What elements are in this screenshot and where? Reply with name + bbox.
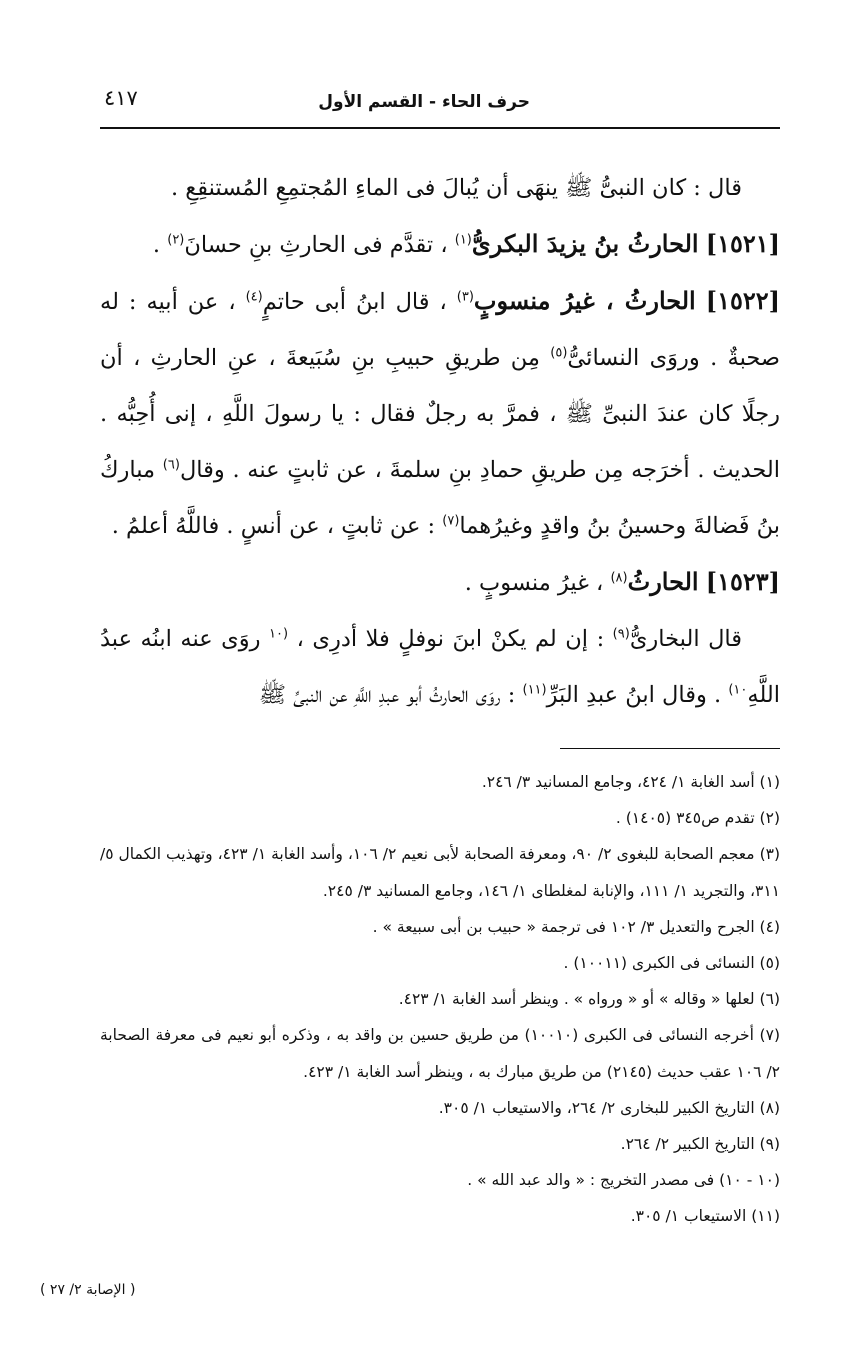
footnote: (٨) التاريخ الكبير للبخارى ٢/ ٢٦٤، والاستيعاب ١/ ٣٠٥. [438, 1098, 780, 1117]
footnote: (١) أسد الغابة ١/ ٤٢٤، وجامع المسانيد ٣/ ٢٤٦. [481, 773, 780, 791]
running-title: حرف الحاء - القسم الأول [318, 92, 530, 112]
footnote-ref: (٥) [550, 345, 568, 361]
footnote-ref: (٤) [245, 289, 263, 305]
entry-text: ، تقدَّم فى الحارثِ بنِ حسانَ [184, 232, 448, 258]
footnote: (٥) النسائى فى الكبرى (١٠٠١١) . [563, 954, 780, 973]
footnote: (٢) تقدم ص٣٤٥ (١٤٠٥) . [615, 809, 780, 828]
footnote-ref: (١٠ [269, 626, 289, 642]
entry-end: . [152, 232, 161, 258]
entry-name: الحارثُ ، غيرُ منسوبٍ [473, 286, 696, 315]
footnote: (٤) الجرح والتعديل ٣/ ١٠٢ فى ترجمة « حبيب بن أبى سبيعة » . [372, 917, 780, 936]
closing-text: قال البخارىُّ [629, 626, 743, 652]
intro-text: قال : كان النبىُّ ﷺ ينهَى أن يُبالَ فى الماءِ المُجتمِعِ المُستنقِعِ . [170, 175, 742, 201]
footnote: (٣) معجم الصحابة للبغوى ٢/ ٩٠، ومعرفة الصحابة لأبى نعيم ٢/ ١٠٦، وأسد الغابة ١/ ٤٢٣، وتهذيب الكمال ٥/ ٣١١، والتجريد ١/ ١١١، والإنابة لمغلطاى ١/ ١٤٦، وجامع المسانيد ٣/ ٢٤٥. [100, 845, 781, 900]
page-number: ٤١٧ [104, 86, 138, 110]
entry-text: ، عن أبيه : له صحبةٌ . وروَى النسائىُّ [100, 289, 781, 371]
footnote-ref: ١٠) [728, 682, 748, 698]
entry-text: : عن ثابتٍ ، عن أنسٍ . فاللَّهُ أعلمُ . [111, 513, 436, 539]
footnote: (١٠ - ١٠) فى مصدر التخريج : « والد عبد الله » . [467, 1171, 780, 1190]
footnote-ref: (١) [454, 232, 472, 248]
entry-name: الحارثُ بنُ يزيدَ البكرىُّ [471, 229, 699, 258]
footnote-ref: (٧) [442, 513, 460, 529]
footnote: (٩) التاريخ الكبير ٢/ ٢٦٤. [620, 1135, 780, 1154]
footnote-ref: (٢) [167, 232, 185, 248]
entry-text: مِن طريقِ حبيبِ بنِ سُبَيعةَ ، عنِ الحارثِ ، أن رجلًا كان عندَ النبىِّ ﷺ ، فمرَّ به رجلٌ فقال : يا رسولَ اللَّهِ ، إنى أُحِبُّه . الحديث . أخرَجه مِن طريقِ حمادِ بنِ سلمةَ ، عن ثابتٍ عنه . وقال [100, 345, 780, 483]
intro-line [100, 160, 780, 216]
entry-text: ، قال ابنُ أبى حاتمٍ [262, 289, 447, 315]
closing-paragraph [100, 611, 780, 723]
footnote: (٦) لعلها « وقاله » أو « ورواه » . وينظر أسد الغابة ١/ ٤٢٣. [398, 990, 780, 1009]
footnotes [100, 764, 780, 1235]
closing-text: : روَى الحارثُ أبو عبدِ اللَّهِ عن النبىِّ ﷺ [258, 682, 516, 708]
entry-number: [١٥٢٢] [705, 286, 780, 315]
entry-name: الحارثُ [627, 567, 699, 596]
entry-1522 [100, 273, 780, 554]
main-text [100, 160, 780, 723]
closing-text: : إن لم يكنْ ابنَ نوفلٍ فلا أدرِى ، [296, 626, 605, 652]
running-header [100, 82, 780, 126]
entry-text: مباركُ بنُ فَضالةَ وحسينُ بنُ واقدٍ وغيرُهما [100, 457, 780, 539]
entry-1521 [100, 216, 780, 273]
entry-text: ، غيرُ منسوبٍ . [464, 570, 604, 596]
footnote: (٧) أخرجه النسائى فى الكبرى (١٠٠١٠) من طريق حسين بن واقد به ، وذكره أبو نعيم فى معرفة الصحابة ٢/ ١٠٦ عقب حديث (٢١٤٥) من طريق مبارك به ، وينظر أسد الغابة ١/ ٤٢٣. [100, 1026, 780, 1081]
footnote-ref: (٨) [610, 570, 628, 586]
entry-1523 [100, 554, 780, 611]
header-rule [100, 127, 780, 129]
entry-number: [١٥٢١] [705, 229, 780, 258]
footnote-ref: (١١) [522, 682, 547, 698]
signature-mark: ( الإصابة ٢/ ٢٧ ) [40, 1282, 136, 1298]
footnote-separator [560, 748, 780, 749]
entry-number: [١٥٢٣] [705, 567, 780, 596]
footnote: (١١) الاستيعاب ١/ ٣٠٥. [630, 1207, 780, 1226]
closing-text: . وقال ابنُ عبدِ البَرِّ [546, 682, 722, 708]
footnote-ref: (٩) [612, 626, 630, 642]
footnote-ref: (٦) [162, 457, 180, 473]
closing-text: روَى عنه ابنُه عبدُ اللَّهِ [100, 626, 780, 708]
footnote-ref: (٣) [456, 289, 474, 305]
